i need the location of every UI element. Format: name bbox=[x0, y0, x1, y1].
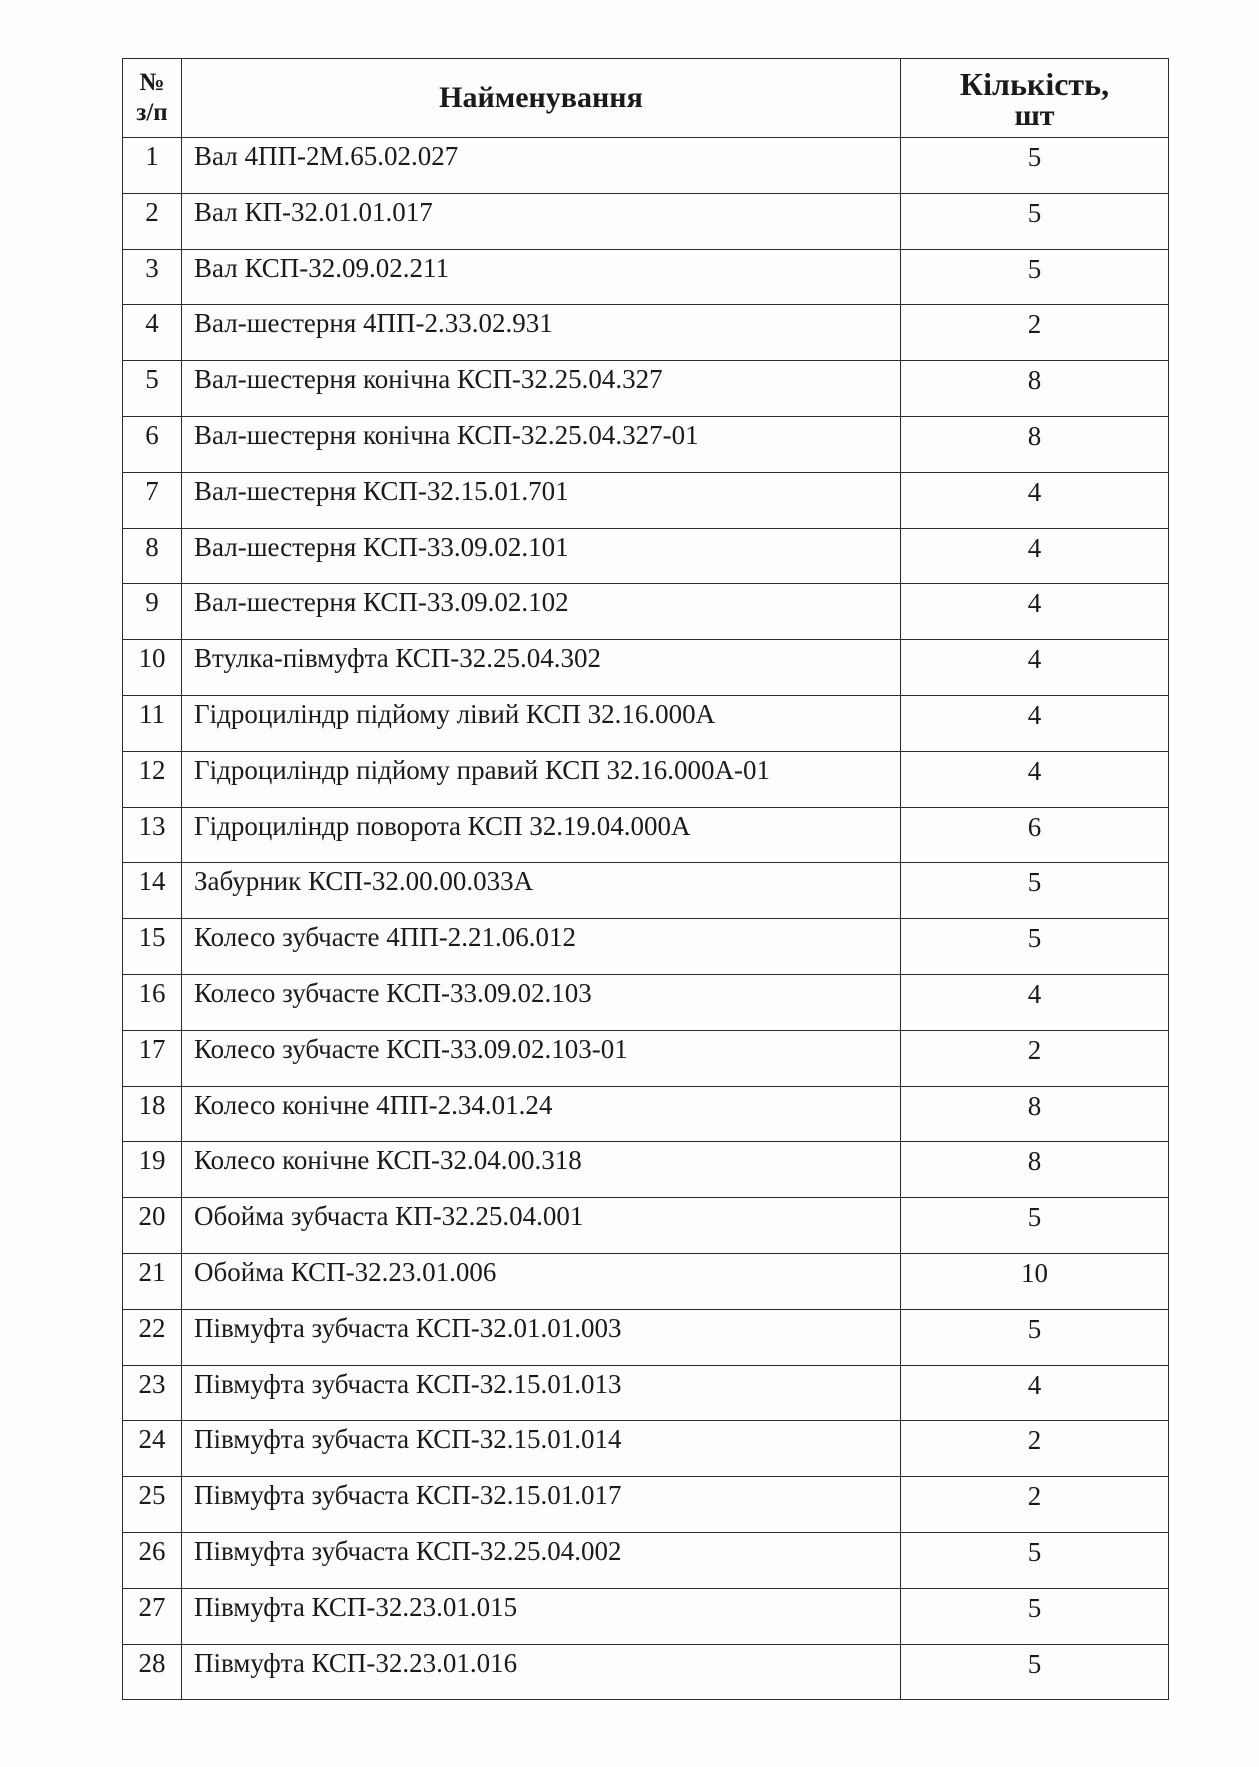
row-name-cell: Колесо зубчасте КСП-33.09.02.103-01 bbox=[182, 1030, 901, 1086]
row-quantity-cell: 4 bbox=[901, 472, 1169, 528]
table-header-row bbox=[123, 59, 1169, 138]
table-row bbox=[123, 1253, 1169, 1309]
row-name-cell: Вал КП-32.01.01.017 bbox=[182, 193, 901, 249]
row-number-cell: 6 bbox=[123, 416, 182, 472]
table-row bbox=[123, 1477, 1169, 1533]
table-row bbox=[123, 1365, 1169, 1421]
row-quantity-cell: 5 bbox=[901, 1198, 1169, 1254]
row-name-cell: Вал-шестерня КСП-32.15.01.701 bbox=[182, 472, 901, 528]
table-row bbox=[123, 1421, 1169, 1477]
row-number-cell: 4 bbox=[123, 305, 182, 361]
row-quantity-cell: 4 bbox=[901, 528, 1169, 584]
row-quantity-cell: 5 bbox=[901, 249, 1169, 305]
row-quantity-cell: 5 bbox=[901, 1532, 1169, 1588]
row-quantity-cell: 4 bbox=[901, 1365, 1169, 1421]
row-quantity-cell: 8 bbox=[901, 361, 1169, 417]
row-name-cell: Колесо конічне 4ПП-2.34.01.24 bbox=[182, 1086, 901, 1142]
row-number-cell: 12 bbox=[123, 751, 182, 807]
header-quantity bbox=[901, 59, 1169, 138]
table-row bbox=[123, 416, 1169, 472]
row-name-cell: Півмуфта зубчаста КСП-32.15.01.017 bbox=[182, 1477, 901, 1533]
table-row bbox=[123, 1532, 1169, 1588]
row-quantity-cell: 8 bbox=[901, 416, 1169, 472]
row-quantity-cell: 4 bbox=[901, 974, 1169, 1030]
row-name-cell: Забурник КСП-32.00.00.033А bbox=[182, 863, 901, 919]
table-row bbox=[123, 751, 1169, 807]
header-number-abbr: з/п bbox=[136, 99, 168, 126]
row-name-cell: Колесо зубчасте КСП-33.09.02.103 bbox=[182, 974, 901, 1030]
table-row bbox=[123, 249, 1169, 305]
row-quantity-cell: 4 bbox=[901, 640, 1169, 696]
row-quantity-cell: 4 bbox=[901, 695, 1169, 751]
table-row bbox=[123, 193, 1169, 249]
row-quantity-cell: 2 bbox=[901, 1421, 1169, 1477]
table-row bbox=[123, 807, 1169, 863]
row-quantity-cell: 2 bbox=[901, 1030, 1169, 1086]
row-number-cell: 27 bbox=[123, 1588, 182, 1644]
row-number-cell: 13 bbox=[123, 807, 182, 863]
table-row bbox=[123, 919, 1169, 975]
row-quantity-cell: 4 bbox=[901, 751, 1169, 807]
table-row bbox=[123, 695, 1169, 751]
row-number-cell: 10 bbox=[123, 640, 182, 696]
row-name-cell: Втулка-півмуфта КСП-32.25.04.302 bbox=[182, 640, 901, 696]
table-row bbox=[123, 1030, 1169, 1086]
row-quantity-cell: 5 bbox=[901, 1309, 1169, 1365]
row-name-cell: Півмуфта КСП-32.23.01.016 bbox=[182, 1644, 901, 1700]
header-number-symbol: № bbox=[139, 69, 165, 96]
row-name-cell: Півмуфта зубчаста КСП-32.15.01.014 bbox=[182, 1421, 901, 1477]
row-name-cell: Вал КСП-32.09.02.211 bbox=[182, 249, 901, 305]
row-number-cell: 24 bbox=[123, 1421, 182, 1477]
row-name-cell: Вал-шестерня КСП-33.09.02.102 bbox=[182, 584, 901, 640]
row-number-cell: 17 bbox=[123, 1030, 182, 1086]
table-body bbox=[123, 138, 1169, 1700]
table-row bbox=[123, 305, 1169, 361]
row-name-cell: Півмуфта зубчаста КСП-32.15.01.013 bbox=[182, 1365, 901, 1421]
row-number-cell: 11 bbox=[123, 695, 182, 751]
row-name-cell: Колесо конічне КСП-32.04.00.318 bbox=[182, 1142, 901, 1198]
header-name: Найменування bbox=[182, 59, 901, 138]
row-quantity-cell: 6 bbox=[901, 807, 1169, 863]
table-row bbox=[123, 1198, 1169, 1254]
table-row bbox=[123, 1086, 1169, 1142]
row-quantity-cell: 10 bbox=[901, 1253, 1169, 1309]
row-name-cell: Вал-шестерня конічна КСП-32.25.04.327-01 bbox=[182, 416, 901, 472]
row-name-cell: Вал 4ПП-2М.65.02.027 bbox=[182, 138, 901, 194]
row-quantity-cell: 5 bbox=[901, 919, 1169, 975]
row-quantity-cell: 2 bbox=[901, 1477, 1169, 1533]
table-row bbox=[123, 584, 1169, 640]
header-number bbox=[123, 59, 182, 138]
row-quantity-cell: 5 bbox=[901, 1644, 1169, 1700]
row-name-cell: Обойма зубчаста КП-32.25.04.001 bbox=[182, 1198, 901, 1254]
table-row bbox=[123, 1588, 1169, 1644]
header-quantity-label: Кількість, bbox=[959, 66, 1110, 102]
row-name-cell: Вал-шестерня КСП-33.09.02.101 bbox=[182, 528, 901, 584]
header-quantity-unit: шт bbox=[1014, 99, 1055, 132]
row-number-cell: 2 bbox=[123, 193, 182, 249]
row-name-cell: Гідроциліндр поворота КСП 32.19.04.000А bbox=[182, 807, 901, 863]
row-number-cell: 8 bbox=[123, 528, 182, 584]
table-row bbox=[123, 472, 1169, 528]
row-quantity-cell: 8 bbox=[901, 1086, 1169, 1142]
row-name-cell: Півмуфта КСП-32.23.01.015 bbox=[182, 1588, 901, 1644]
row-quantity-cell: 5 bbox=[901, 1588, 1169, 1644]
row-number-cell: 25 bbox=[123, 1477, 182, 1533]
row-name-cell: Колесо зубчасте 4ПП-2.21.06.012 bbox=[182, 919, 901, 975]
row-name-cell: Півмуфта зубчаста КСП-32.25.04.002 bbox=[182, 1532, 901, 1588]
row-number-cell: 15 bbox=[123, 919, 182, 975]
table-row bbox=[123, 1142, 1169, 1198]
row-name-cell: Півмуфта зубчаста КСП-32.01.01.003 bbox=[182, 1309, 901, 1365]
row-number-cell: 19 bbox=[123, 1142, 182, 1198]
row-name-cell: Вал-шестерня конічна КСП-32.25.04.327 bbox=[182, 361, 901, 417]
row-name-cell: Гідроциліндр підйому лівий КСП 32.16.000А bbox=[182, 695, 901, 751]
row-number-cell: 9 bbox=[123, 584, 182, 640]
row-number-cell: 18 bbox=[123, 1086, 182, 1142]
row-number-cell: 3 bbox=[123, 249, 182, 305]
row-quantity-cell: 8 bbox=[901, 1142, 1169, 1198]
row-quantity-cell: 4 bbox=[901, 584, 1169, 640]
row-number-cell: 26 bbox=[123, 1532, 182, 1588]
row-number-cell: 23 bbox=[123, 1365, 182, 1421]
parts-table bbox=[122, 58, 1169, 1700]
row-number-cell: 5 bbox=[123, 361, 182, 417]
table-row bbox=[123, 863, 1169, 919]
table-row bbox=[123, 138, 1169, 194]
row-number-cell: 20 bbox=[123, 1198, 182, 1254]
row-name-cell: Гідроциліндр підйому правий КСП 32.16.000А-01 bbox=[182, 751, 901, 807]
row-quantity-cell: 5 bbox=[901, 863, 1169, 919]
table-row bbox=[123, 528, 1169, 584]
table-row bbox=[123, 1644, 1169, 1700]
row-number-cell: 21 bbox=[123, 1253, 182, 1309]
row-number-cell: 22 bbox=[123, 1309, 182, 1365]
row-number-cell: 1 bbox=[123, 138, 182, 194]
row-number-cell: 7 bbox=[123, 472, 182, 528]
row-quantity-cell: 5 bbox=[901, 193, 1169, 249]
table-row bbox=[123, 640, 1169, 696]
row-name-cell: Обойма КСП-32.23.01.006 bbox=[182, 1253, 901, 1309]
table-row bbox=[123, 361, 1169, 417]
row-quantity-cell: 2 bbox=[901, 305, 1169, 361]
table-row bbox=[123, 974, 1169, 1030]
row-number-cell: 28 bbox=[123, 1644, 182, 1700]
row-name-cell: Вал-шестерня 4ПП-2.33.02.931 bbox=[182, 305, 901, 361]
row-number-cell: 16 bbox=[123, 974, 182, 1030]
row-quantity-cell: 5 bbox=[901, 138, 1169, 194]
table-row bbox=[123, 1309, 1169, 1365]
row-number-cell: 14 bbox=[123, 863, 182, 919]
